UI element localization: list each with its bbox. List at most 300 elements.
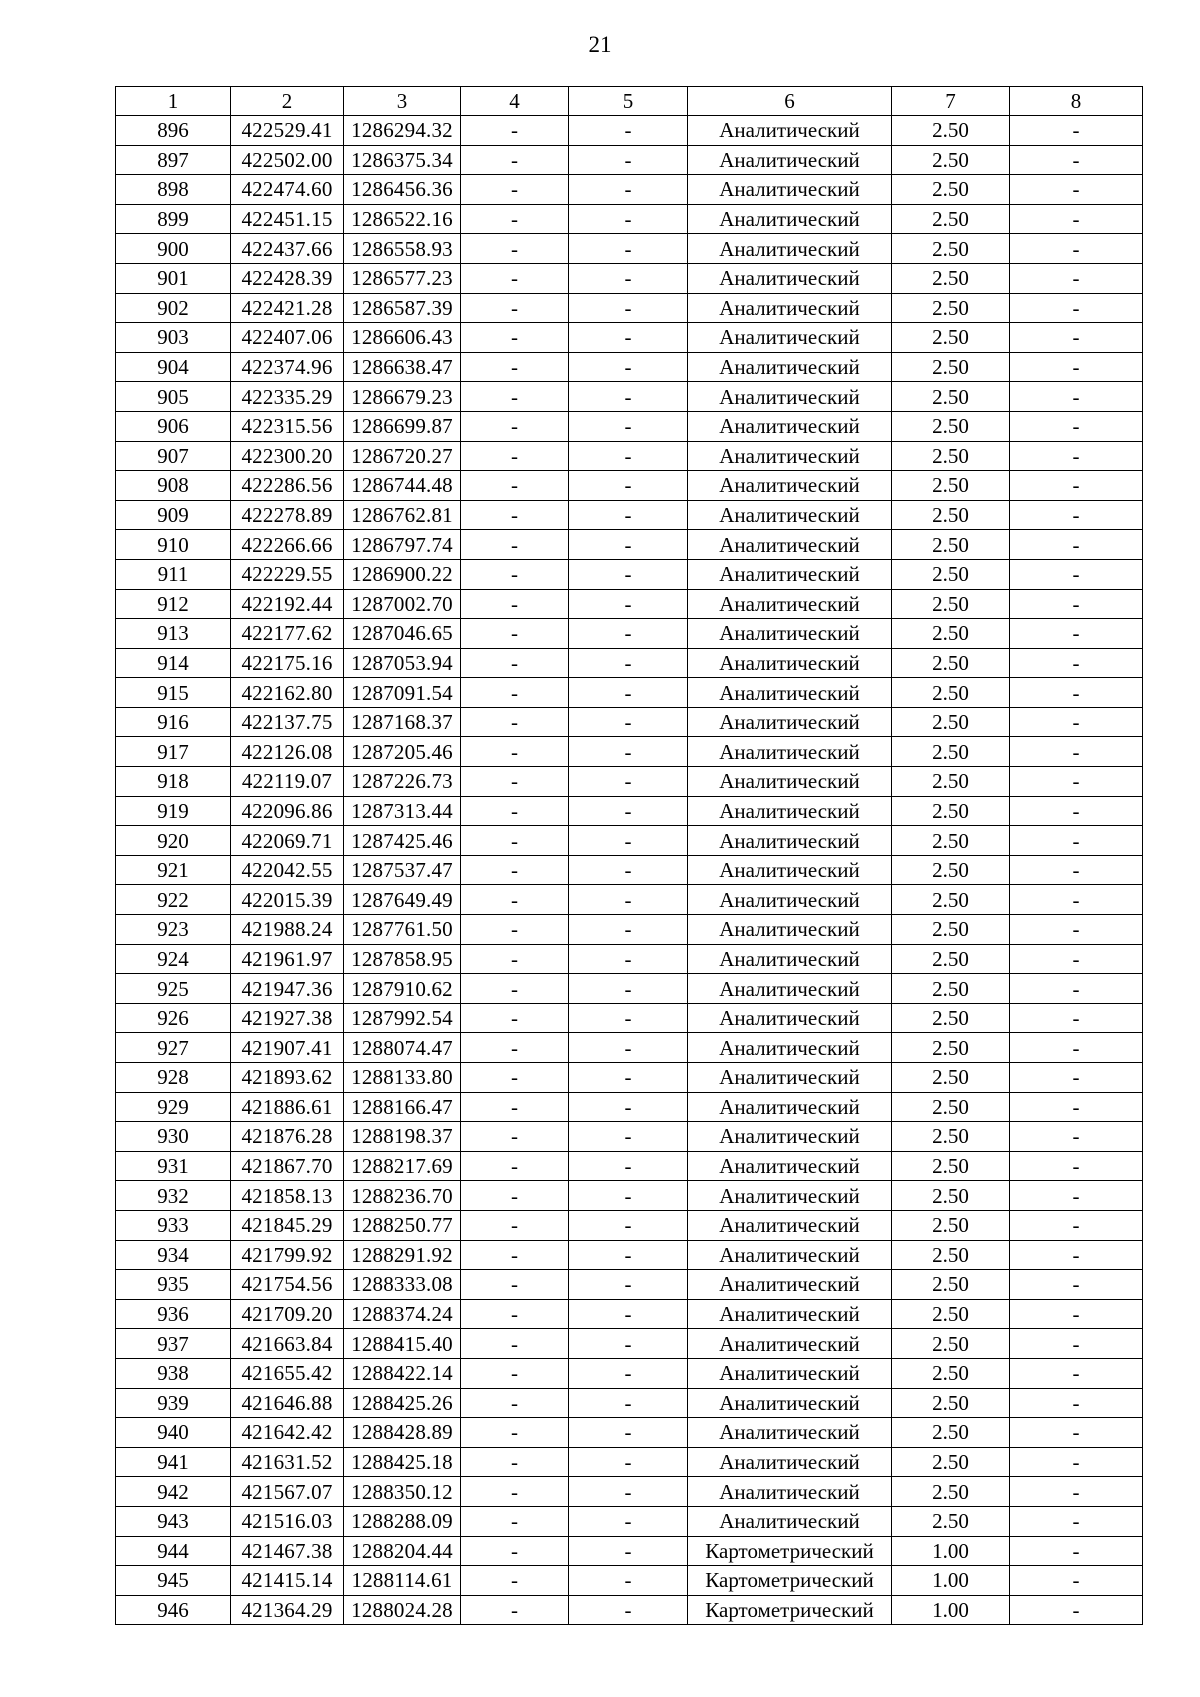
cell-col-8: - <box>1010 1299 1143 1329</box>
cell-coord-y: 1287992.54 <box>344 1003 461 1033</box>
cell-coord-x: 421754.56 <box>231 1270 344 1300</box>
cell-coord-x: 422428.39 <box>231 263 344 293</box>
cell-col-4: - <box>461 263 569 293</box>
cell-col-5: - <box>569 352 688 382</box>
cell-coord-y: 1288250.77 <box>344 1210 461 1240</box>
cell-col-5: - <box>569 1063 688 1093</box>
cell-coord-x: 422119.07 <box>231 767 344 797</box>
cell-coord-x: 421709.20 <box>231 1299 344 1329</box>
cell-coord-y: 1287313.44 <box>344 796 461 826</box>
cell-coord-x: 421646.88 <box>231 1388 344 1418</box>
cell-col-5: - <box>569 796 688 826</box>
cell-col-8: - <box>1010 885 1143 915</box>
cell-col-8: - <box>1010 263 1143 293</box>
cell-accuracy: 1.00 <box>892 1566 1010 1596</box>
cell-point-number: 924 <box>116 944 231 974</box>
table-row <box>116 1506 1143 1536</box>
cell-point-number: 909 <box>116 500 231 530</box>
cell-col-5: - <box>569 974 688 1004</box>
cell-coord-x: 421663.84 <box>231 1329 344 1359</box>
cell-coord-x: 422335.29 <box>231 382 344 412</box>
cell-coord-x: 421631.52 <box>231 1447 344 1477</box>
cell-col-5: - <box>569 145 688 175</box>
cell-col-5: - <box>569 530 688 560</box>
cell-coord-x: 422177.62 <box>231 619 344 649</box>
cell-col-4: - <box>461 1329 569 1359</box>
cell-col-4: - <box>461 382 569 412</box>
cell-col-8: - <box>1010 1477 1143 1507</box>
cell-coord-x: 421516.03 <box>231 1506 344 1536</box>
column-header-6: 6 <box>688 87 892 116</box>
cell-accuracy: 2.50 <box>892 145 1010 175</box>
cell-col-5: - <box>569 1151 688 1181</box>
cell-method: Аналитический <box>688 1003 892 1033</box>
cell-col-5: - <box>569 1240 688 1270</box>
cell-col-8: - <box>1010 855 1143 885</box>
table-row <box>116 885 1143 915</box>
cell-col-4: - <box>461 293 569 323</box>
table-row <box>116 145 1143 175</box>
cell-point-number: 911 <box>116 559 231 589</box>
cell-coord-y: 1288217.69 <box>344 1151 461 1181</box>
cell-col-4: - <box>461 796 569 826</box>
cell-col-5: - <box>569 648 688 678</box>
cell-method: Аналитический <box>688 796 892 826</box>
cell-coord-x: 422266.66 <box>231 530 344 560</box>
cell-method: Аналитический <box>688 352 892 382</box>
table-row <box>116 500 1143 530</box>
cell-coord-y: 1288425.26 <box>344 1388 461 1418</box>
cell-point-number: 941 <box>116 1447 231 1477</box>
table-row <box>116 1329 1143 1359</box>
cell-coord-x: 421845.29 <box>231 1210 344 1240</box>
cell-coord-x: 422300.20 <box>231 441 344 471</box>
table-row <box>116 1566 1143 1596</box>
cell-coord-x: 421927.38 <box>231 1003 344 1033</box>
cell-col-4: - <box>461 116 569 146</box>
cell-coord-y: 1288236.70 <box>344 1181 461 1211</box>
cell-col-4: - <box>461 1033 569 1063</box>
cell-col-4: - <box>461 944 569 974</box>
cell-accuracy: 2.50 <box>892 796 1010 826</box>
cell-coord-x: 422229.55 <box>231 559 344 589</box>
table-row <box>116 530 1143 560</box>
cell-point-number: 902 <box>116 293 231 323</box>
cell-accuracy: 2.50 <box>892 619 1010 649</box>
cell-accuracy: 2.50 <box>892 678 1010 708</box>
cell-coord-y: 1286679.23 <box>344 382 461 412</box>
cell-method: Аналитический <box>688 1063 892 1093</box>
cell-accuracy: 2.50 <box>892 915 1010 945</box>
cell-point-number: 907 <box>116 441 231 471</box>
cell-col-5: - <box>569 1210 688 1240</box>
cell-col-8: - <box>1010 116 1143 146</box>
cell-accuracy: 2.50 <box>892 1329 1010 1359</box>
table-row <box>116 1063 1143 1093</box>
cell-col-5: - <box>569 1003 688 1033</box>
cell-accuracy: 2.50 <box>892 411 1010 441</box>
cell-coord-x: 422278.89 <box>231 500 344 530</box>
cell-point-number: 904 <box>116 352 231 382</box>
cell-point-number: 937 <box>116 1329 231 1359</box>
cell-col-4: - <box>461 1418 569 1448</box>
cell-accuracy: 2.50 <box>892 323 1010 353</box>
cell-col-8: - <box>1010 648 1143 678</box>
cell-col-8: - <box>1010 1181 1143 1211</box>
cell-coord-x: 422421.28 <box>231 293 344 323</box>
cell-coord-y: 1286762.81 <box>344 500 461 530</box>
cell-method: Аналитический <box>688 1329 892 1359</box>
cell-accuracy: 2.50 <box>892 530 1010 560</box>
cell-coord-x: 422096.86 <box>231 796 344 826</box>
cell-col-8: - <box>1010 1033 1143 1063</box>
cell-col-5: - <box>569 1270 688 1300</box>
cell-point-number: 935 <box>116 1270 231 1300</box>
cell-point-number: 906 <box>116 411 231 441</box>
cell-point-number: 944 <box>116 1536 231 1566</box>
cell-col-8: - <box>1010 559 1143 589</box>
cell-method: Аналитический <box>688 1210 892 1240</box>
cell-accuracy: 2.50 <box>892 1151 1010 1181</box>
cell-point-number: 945 <box>116 1566 231 1596</box>
cell-coord-x: 422137.75 <box>231 707 344 737</box>
cell-coord-y: 1286720.27 <box>344 441 461 471</box>
cell-method: Аналитический <box>688 589 892 619</box>
cell-coord-y: 1287091.54 <box>344 678 461 708</box>
cell-coord-x: 422162.80 <box>231 678 344 708</box>
cell-method: Аналитический <box>688 530 892 560</box>
cell-accuracy: 2.50 <box>892 175 1010 205</box>
cell-coord-y: 1288425.18 <box>344 1447 461 1477</box>
table-row <box>116 234 1143 264</box>
cell-point-number: 939 <box>116 1388 231 1418</box>
cell-point-number: 917 <box>116 737 231 767</box>
column-header-7: 7 <box>892 87 1010 116</box>
cell-col-8: - <box>1010 323 1143 353</box>
page-number: 21 <box>588 32 612 57</box>
cell-coord-y: 1287046.65 <box>344 619 461 649</box>
cell-col-5: - <box>569 915 688 945</box>
cell-col-5: - <box>569 1418 688 1448</box>
cell-coord-y: 1288374.24 <box>344 1299 461 1329</box>
cell-col-8: - <box>1010 441 1143 471</box>
cell-col-5: - <box>569 1506 688 1536</box>
cell-col-4: - <box>461 175 569 205</box>
cell-method: Аналитический <box>688 1418 892 1448</box>
cell-col-8: - <box>1010 204 1143 234</box>
cell-point-number: 929 <box>116 1092 231 1122</box>
cell-method: Аналитический <box>688 234 892 264</box>
table-row <box>116 1418 1143 1448</box>
cell-point-number: 936 <box>116 1299 231 1329</box>
coordinates-table <box>115 86 1143 1625</box>
cell-col-4: - <box>461 1092 569 1122</box>
cell-method: Аналитический <box>688 1506 892 1536</box>
cell-col-8: - <box>1010 411 1143 441</box>
table-row <box>116 116 1143 146</box>
cell-col-5: - <box>569 589 688 619</box>
cell-col-4: - <box>461 1240 569 1270</box>
table-row <box>116 1299 1143 1329</box>
cell-col-8: - <box>1010 1151 1143 1181</box>
cell-method: Аналитический <box>688 323 892 353</box>
cell-coord-x: 421567.07 <box>231 1477 344 1507</box>
table-row <box>116 1092 1143 1122</box>
cell-point-number: 930 <box>116 1122 231 1152</box>
cell-point-number: 933 <box>116 1210 231 1240</box>
cell-method: Аналитический <box>688 175 892 205</box>
table-row <box>116 411 1143 441</box>
table-row <box>116 974 1143 1004</box>
cell-coord-y: 1287649.49 <box>344 885 461 915</box>
cell-col-8: - <box>1010 796 1143 826</box>
cell-coord-x: 422015.39 <box>231 885 344 915</box>
cell-col-5: - <box>569 885 688 915</box>
cell-col-5: - <box>569 263 688 293</box>
cell-accuracy: 2.50 <box>892 1092 1010 1122</box>
cell-method: Аналитический <box>688 1151 892 1181</box>
cell-method: Аналитический <box>688 1181 892 1211</box>
table-row <box>116 589 1143 619</box>
column-header-8: 8 <box>1010 87 1143 116</box>
cell-coord-y: 1286587.39 <box>344 293 461 323</box>
cell-point-number: 921 <box>116 855 231 885</box>
cell-coord-x: 422042.55 <box>231 855 344 885</box>
cell-coord-x: 421467.38 <box>231 1536 344 1566</box>
cell-accuracy: 2.50 <box>892 1063 1010 1093</box>
table-row <box>116 678 1143 708</box>
cell-method: Аналитический <box>688 1299 892 1329</box>
column-header-1: 1 <box>116 87 231 116</box>
cell-coord-y: 1287858.95 <box>344 944 461 974</box>
cell-col-5: - <box>569 471 688 501</box>
cell-coord-y: 1287537.47 <box>344 855 461 885</box>
table-row <box>116 767 1143 797</box>
cell-accuracy: 2.50 <box>892 1388 1010 1418</box>
cell-point-number: 940 <box>116 1418 231 1448</box>
cell-col-4: - <box>461 1003 569 1033</box>
cell-col-4: - <box>461 678 569 708</box>
cell-col-4: - <box>461 1122 569 1152</box>
cell-col-5: - <box>569 500 688 530</box>
cell-col-8: - <box>1010 1536 1143 1566</box>
cell-coord-y: 1288422.14 <box>344 1358 461 1388</box>
cell-coord-y: 1286522.16 <box>344 204 461 234</box>
cell-coord-x: 422502.00 <box>231 145 344 175</box>
cell-col-8: - <box>1010 1092 1143 1122</box>
cell-coord-x: 421867.70 <box>231 1151 344 1181</box>
cell-accuracy: 2.50 <box>892 1358 1010 1388</box>
cell-col-8: - <box>1010 589 1143 619</box>
cell-col-4: - <box>461 589 569 619</box>
cell-method: Аналитический <box>688 974 892 1004</box>
cell-col-5: - <box>569 293 688 323</box>
cell-coord-y: 1288024.28 <box>344 1595 461 1625</box>
cell-col-8: - <box>1010 530 1143 560</box>
cell-method: Аналитический <box>688 559 892 589</box>
cell-accuracy: 1.00 <box>892 1536 1010 1566</box>
cell-point-number: 946 <box>116 1595 231 1625</box>
table-row <box>116 1595 1143 1625</box>
cell-col-4: - <box>461 471 569 501</box>
cell-coord-x: 422529.41 <box>231 116 344 146</box>
cell-col-4: - <box>461 1388 569 1418</box>
cell-coord-y: 1288350.12 <box>344 1477 461 1507</box>
cell-accuracy: 2.50 <box>892 116 1010 146</box>
cell-point-number: 934 <box>116 1240 231 1270</box>
cell-accuracy: 2.50 <box>892 1418 1010 1448</box>
header-row <box>116 87 1143 116</box>
table-row <box>116 263 1143 293</box>
cell-col-5: - <box>569 204 688 234</box>
table-row <box>116 796 1143 826</box>
cell-coord-x: 422451.15 <box>231 204 344 234</box>
cell-point-number: 923 <box>116 915 231 945</box>
cell-col-5: - <box>569 1299 688 1329</box>
cell-col-5: - <box>569 767 688 797</box>
cell-col-8: - <box>1010 1003 1143 1033</box>
table-row <box>116 352 1143 382</box>
cell-coord-x: 422069.71 <box>231 826 344 856</box>
cell-col-4: - <box>461 411 569 441</box>
cell-coord-y: 1288074.47 <box>344 1033 461 1063</box>
cell-col-8: - <box>1010 1418 1143 1448</box>
cell-col-4: - <box>461 974 569 1004</box>
table-row <box>116 737 1143 767</box>
cell-coord-y: 1286606.43 <box>344 323 461 353</box>
cell-method: Аналитический <box>688 885 892 915</box>
cell-point-number: 927 <box>116 1033 231 1063</box>
cell-coord-x: 422374.96 <box>231 352 344 382</box>
cell-coord-x: 422126.08 <box>231 737 344 767</box>
cell-col-4: - <box>461 1358 569 1388</box>
table-body <box>116 116 1143 1625</box>
cell-coord-x: 422175.16 <box>231 648 344 678</box>
cell-point-number: 925 <box>116 974 231 1004</box>
cell-coord-x: 421415.14 <box>231 1566 344 1596</box>
cell-coord-x: 421893.62 <box>231 1063 344 1093</box>
table-row <box>116 1003 1143 1033</box>
cell-col-5: - <box>569 1388 688 1418</box>
cell-method: Аналитический <box>688 116 892 146</box>
table-row <box>116 1536 1143 1566</box>
cell-col-4: - <box>461 500 569 530</box>
cell-coord-y: 1287053.94 <box>344 648 461 678</box>
table-row <box>116 323 1143 353</box>
table-row <box>116 559 1143 589</box>
table-row <box>116 441 1143 471</box>
cell-col-4: - <box>461 1181 569 1211</box>
cell-coord-y: 1287761.50 <box>344 915 461 945</box>
cell-point-number: 901 <box>116 263 231 293</box>
cell-col-5: - <box>569 559 688 589</box>
cell-col-8: - <box>1010 1329 1143 1359</box>
cell-accuracy: 2.50 <box>892 1122 1010 1152</box>
cell-col-8: - <box>1010 767 1143 797</box>
cell-accuracy: 2.50 <box>892 500 1010 530</box>
table-row <box>116 1477 1143 1507</box>
cell-accuracy: 2.50 <box>892 885 1010 915</box>
cell-col-5: - <box>569 1595 688 1625</box>
cell-coord-x: 422315.56 <box>231 411 344 441</box>
cell-col-4: - <box>461 1270 569 1300</box>
table-row <box>116 175 1143 205</box>
cell-method: Аналитический <box>688 826 892 856</box>
table-row <box>116 648 1143 678</box>
cell-point-number: 912 <box>116 589 231 619</box>
cell-point-number: 938 <box>116 1358 231 1388</box>
cell-coord-x: 421907.41 <box>231 1033 344 1063</box>
cell-point-number: 900 <box>116 234 231 264</box>
cell-method: Аналитический <box>688 855 892 885</box>
cell-col-5: - <box>569 1122 688 1152</box>
cell-col-4: - <box>461 559 569 589</box>
cell-point-number: 897 <box>116 145 231 175</box>
cell-method: Картометрический <box>688 1566 892 1596</box>
cell-coord-x: 421947.36 <box>231 974 344 1004</box>
cell-col-5: - <box>569 1447 688 1477</box>
cell-method: Аналитический <box>688 1270 892 1300</box>
cell-point-number: 905 <box>116 382 231 412</box>
cell-method: Аналитический <box>688 441 892 471</box>
cell-col-5: - <box>569 619 688 649</box>
cell-point-number: 916 <box>116 707 231 737</box>
cell-col-4: - <box>461 648 569 678</box>
cell-coord-x: 422437.66 <box>231 234 344 264</box>
cell-col-5: - <box>569 1477 688 1507</box>
cell-point-number: 896 <box>116 116 231 146</box>
cell-col-5: - <box>569 737 688 767</box>
cell-col-8: - <box>1010 1240 1143 1270</box>
cell-accuracy: 2.50 <box>892 826 1010 856</box>
table-row <box>116 707 1143 737</box>
cell-col-8: - <box>1010 234 1143 264</box>
cell-accuracy: 2.50 <box>892 471 1010 501</box>
cell-coord-x: 421886.61 <box>231 1092 344 1122</box>
cell-method: Аналитический <box>688 293 892 323</box>
cell-col-5: - <box>569 1181 688 1211</box>
cell-col-8: - <box>1010 944 1143 974</box>
cell-coord-x: 422474.60 <box>231 175 344 205</box>
cell-method: Аналитический <box>688 737 892 767</box>
cell-method: Аналитический <box>688 145 892 175</box>
cell-coord-y: 1288133.80 <box>344 1063 461 1093</box>
cell-coord-x: 421876.28 <box>231 1122 344 1152</box>
cell-method: Аналитический <box>688 1033 892 1063</box>
cell-coord-x: 421858.13 <box>231 1181 344 1211</box>
cell-col-4: - <box>461 737 569 767</box>
cell-coord-y: 1286577.23 <box>344 263 461 293</box>
cell-accuracy: 2.50 <box>892 974 1010 1004</box>
table-row <box>116 944 1143 974</box>
cell-col-8: - <box>1010 1210 1143 1240</box>
cell-method: Аналитический <box>688 648 892 678</box>
cell-col-8: - <box>1010 1388 1143 1418</box>
table-row <box>116 826 1143 856</box>
cell-method: Аналитический <box>688 707 892 737</box>
cell-accuracy: 2.50 <box>892 1506 1010 1536</box>
cell-coord-y: 1288333.08 <box>344 1270 461 1300</box>
cell-col-4: - <box>461 1151 569 1181</box>
cell-method: Аналитический <box>688 500 892 530</box>
cell-point-number: 908 <box>116 471 231 501</box>
cell-col-5: - <box>569 678 688 708</box>
cell-accuracy: 2.50 <box>892 944 1010 974</box>
cell-accuracy: 2.50 <box>892 767 1010 797</box>
cell-accuracy: 1.00 <box>892 1595 1010 1625</box>
table-row <box>116 382 1143 412</box>
cell-method: Аналитический <box>688 411 892 441</box>
